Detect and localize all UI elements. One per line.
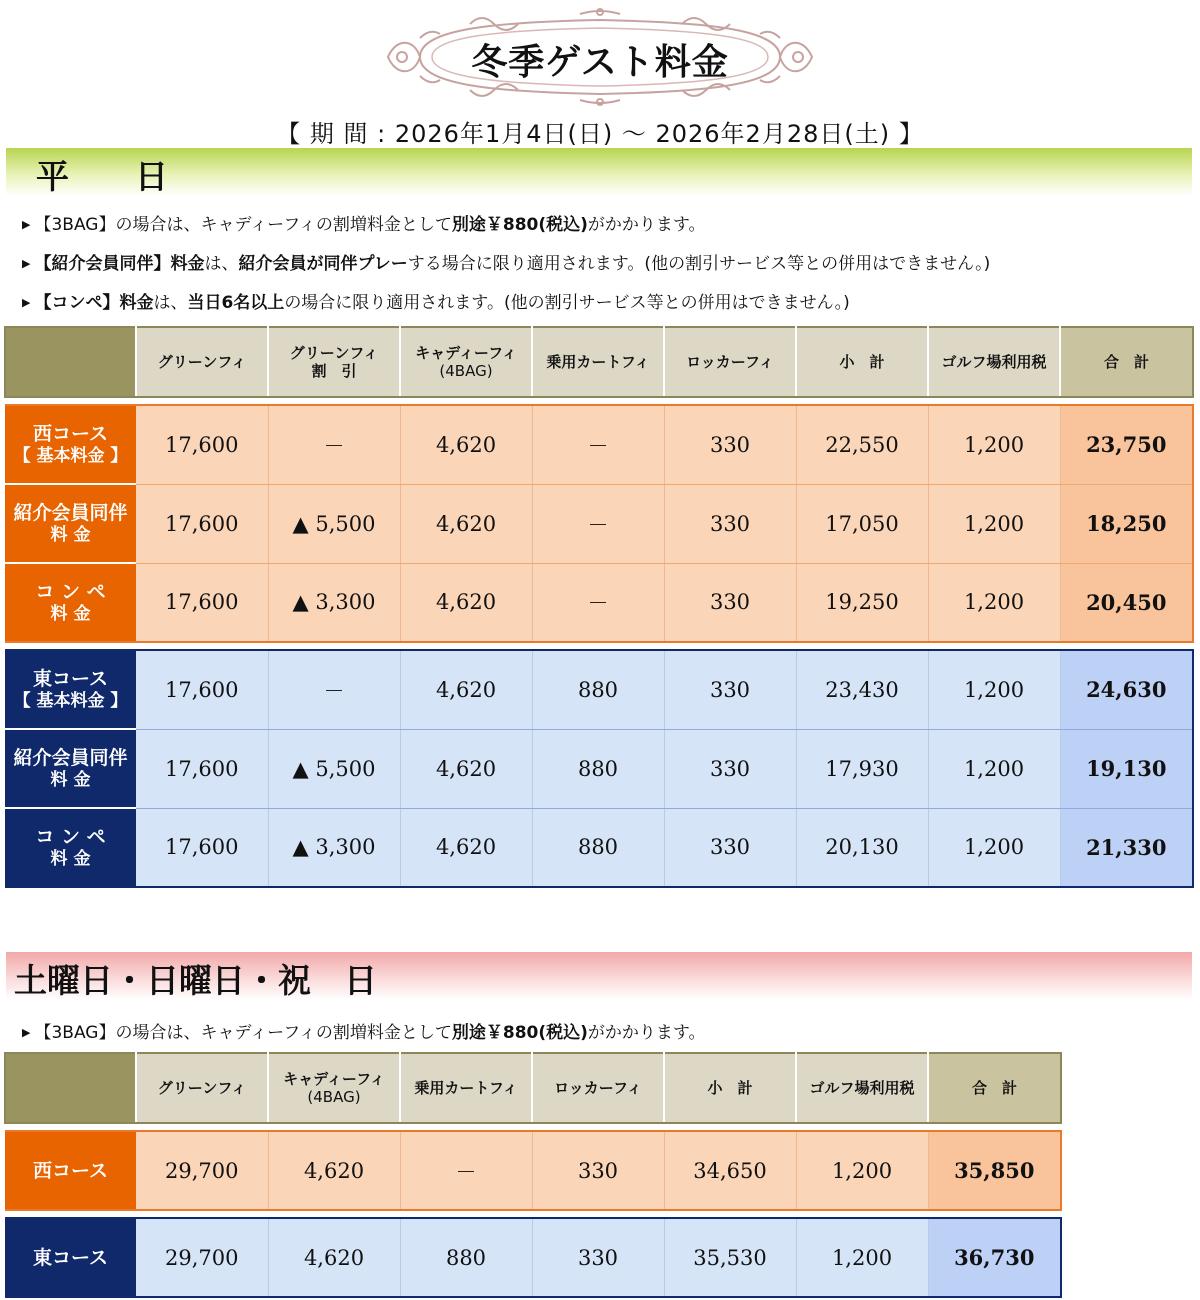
- total-cell: 24,630: [1060, 650, 1193, 729]
- col-header: 小 計: [664, 1053, 796, 1123]
- weekend-header-row: [5, 1053, 1061, 1123]
- col-header: ゴルフ場利用税: [796, 1053, 928, 1123]
- row-label: [5, 650, 136, 729]
- value-cell: 22,550: [796, 405, 928, 484]
- value-cell: 1,200: [796, 1131, 928, 1210]
- table-row: [5, 650, 1193, 729]
- value-cell: ▲ 3,300: [268, 808, 400, 887]
- col-header: キャディーフィ (4BAG): [400, 327, 532, 397]
- value-cell: 4,620: [400, 405, 532, 484]
- title-frame: [380, 8, 820, 106]
- value-cell: 29,700: [136, 1131, 268, 1210]
- row-label-main: 西コース: [32, 422, 109, 445]
- value-cell: 17,600: [136, 650, 268, 729]
- value-cell: 4,620: [268, 1218, 400, 1297]
- value-cell: －: [532, 405, 664, 484]
- row-label-sub: 料 金: [50, 524, 91, 545]
- value-cell: 1,200: [928, 808, 1060, 887]
- value-cell: 29,700: [136, 1218, 268, 1297]
- row-label-main: 東コース: [32, 1246, 109, 1269]
- period-text: 【 期 間 : 2026年1月4日(日) ～ 2026年2月28日(土) 】: [276, 120, 924, 148]
- row-label-main: 紹介会員同伴: [13, 746, 128, 769]
- table-row: [5, 563, 1193, 642]
- value-cell: 17,930: [796, 729, 928, 808]
- value-cell: 34,650: [664, 1131, 796, 1210]
- row-label-main: 紹介会員同伴: [13, 501, 128, 524]
- value-cell: 330: [664, 484, 796, 563]
- weekend-banner-label: 土曜日・日曜日・祝 日: [14, 961, 377, 1000]
- value-cell: 4,620: [400, 563, 532, 642]
- note-3bag: ▶ 【3BAG】の場合は、キャディーフィの割増料金として別途￥880(税込)がかかります。: [22, 205, 990, 244]
- header-corner: [5, 327, 136, 397]
- value-cell: 880: [532, 650, 664, 729]
- value-cell: 19,250: [796, 563, 928, 642]
- value-cell: －: [268, 650, 400, 729]
- value-cell: 330: [664, 808, 796, 887]
- value-cell: 1,200: [796, 1218, 928, 1297]
- value-cell: 17,600: [136, 729, 268, 808]
- weekday-header-row: [5, 327, 1193, 397]
- col-header: グリーンフィ 割 引: [268, 327, 400, 397]
- value-cell: －: [532, 563, 664, 642]
- table-row: [5, 484, 1193, 563]
- col-header: ロッカーフィ: [664, 327, 796, 397]
- value-cell: 20,130: [796, 808, 928, 887]
- value-cell: 4,620: [268, 1131, 400, 1210]
- table-row: [5, 808, 1193, 887]
- note-3bag: ▶ 【3BAG】の場合は、キャディーフィの割増料金として別途￥880(税込)がかかります。: [22, 1013, 706, 1052]
- row-label-main: 西コース: [32, 1159, 109, 1182]
- row-label: [5, 729, 136, 808]
- value-cell: 17,600: [136, 484, 268, 563]
- value-cell: 17,600: [136, 563, 268, 642]
- weekend-banner: [6, 952, 1192, 1000]
- total-cell: 21,330: [1060, 808, 1193, 887]
- value-cell: 880: [532, 729, 664, 808]
- total-cell: 23,750: [1060, 405, 1193, 484]
- value-cell: 330: [532, 1218, 664, 1297]
- row-label-main: コ ン ペ: [35, 825, 106, 848]
- value-cell: －: [268, 405, 400, 484]
- col-header: ロッカーフィ: [532, 1053, 664, 1123]
- table-row: [5, 729, 1193, 808]
- col-header: 乗用カートフィ: [400, 1053, 532, 1123]
- row-label-sub: 料 金: [50, 769, 91, 790]
- weekday-banner: [6, 148, 1192, 196]
- value-cell: 330: [532, 1131, 664, 1210]
- value-cell: 330: [664, 729, 796, 808]
- row-label-sub: 【 基本料金 】: [13, 690, 128, 711]
- value-cell: 1,200: [928, 405, 1060, 484]
- value-cell: 330: [664, 563, 796, 642]
- weekday-banner-label: 平 日: [36, 157, 168, 196]
- value-cell: 35,530: [664, 1218, 796, 1297]
- value-cell: －: [400, 1131, 532, 1210]
- row-label-sub: 【 基本料金 】: [13, 445, 128, 466]
- col-header: 乗用カートフィ: [532, 327, 664, 397]
- header-corner: [5, 1053, 136, 1123]
- value-cell: 4,620: [400, 650, 532, 729]
- table-row: [5, 1131, 1061, 1210]
- note-member: ▶ 【紹介会員同伴】料金は、紹介会員が同伴プレーする場合に限り適用されます。(他の割引サービス等との併用はできません。): [22, 244, 990, 283]
- value-cell: 1,200: [928, 563, 1060, 642]
- weekend-notes: [22, 1013, 706, 1052]
- note-compe: ▶ 【コンペ】料金は、当日6名以上の場合に限り適用されます。(他の割引サービス等との併用はできません。): [22, 283, 990, 322]
- value-cell: 17,600: [136, 808, 268, 887]
- row-label: [5, 808, 136, 887]
- value-cell: ▲ 3,300: [268, 563, 400, 642]
- value-cell: ▲ 5,500: [268, 729, 400, 808]
- value-cell: 23,430: [796, 650, 928, 729]
- value-cell: 17,600: [136, 405, 268, 484]
- value-cell: 17,050: [796, 484, 928, 563]
- weekday-notes: [22, 205, 990, 322]
- value-cell: 880: [532, 808, 664, 887]
- table-row: [5, 405, 1193, 484]
- value-cell: 4,620: [400, 484, 532, 563]
- value-cell: 330: [664, 650, 796, 729]
- total-cell: 36,730: [928, 1218, 1061, 1297]
- col-header: キャディーフィ (4BAG): [268, 1053, 400, 1123]
- row-label: [5, 1218, 136, 1297]
- weekend-rate-table: [4, 1052, 1062, 1298]
- col-header: グリーンフィ: [136, 327, 268, 397]
- row-label: [5, 563, 136, 642]
- row-label-main: 東コース: [32, 667, 109, 690]
- total-cell: 35,850: [928, 1131, 1061, 1210]
- col-header: グリーンフィ: [136, 1053, 268, 1123]
- row-label-sub: 料 金: [50, 848, 91, 869]
- col-header-total: 合 計: [1060, 327, 1193, 397]
- row-label: [5, 405, 136, 484]
- row-label: [5, 1131, 136, 1210]
- table-row: [5, 1218, 1061, 1297]
- total-cell: 18,250: [1060, 484, 1193, 563]
- value-cell: 1,200: [928, 729, 1060, 808]
- value-cell: 4,620: [400, 729, 532, 808]
- total-cell: 20,450: [1060, 563, 1193, 642]
- row-label-main: コ ン ペ: [35, 580, 106, 603]
- value-cell: 1,200: [928, 484, 1060, 563]
- value-cell: ▲ 5,500: [268, 484, 400, 563]
- col-header-total: 合 計: [928, 1053, 1061, 1123]
- weekday-rate-table: [4, 326, 1194, 888]
- value-cell: 4,620: [400, 808, 532, 887]
- col-header: ゴルフ場利用税: [928, 327, 1060, 397]
- col-header: 小 計: [796, 327, 928, 397]
- value-cell: －: [532, 484, 664, 563]
- row-label: [5, 484, 136, 563]
- value-cell: 330: [664, 405, 796, 484]
- page-title: 冬季ゲスト料金: [471, 42, 729, 83]
- value-cell: 880: [400, 1218, 532, 1297]
- row-label-sub: 料 金: [50, 603, 91, 624]
- total-cell: 19,130: [1060, 729, 1193, 808]
- value-cell: 1,200: [928, 650, 1060, 729]
